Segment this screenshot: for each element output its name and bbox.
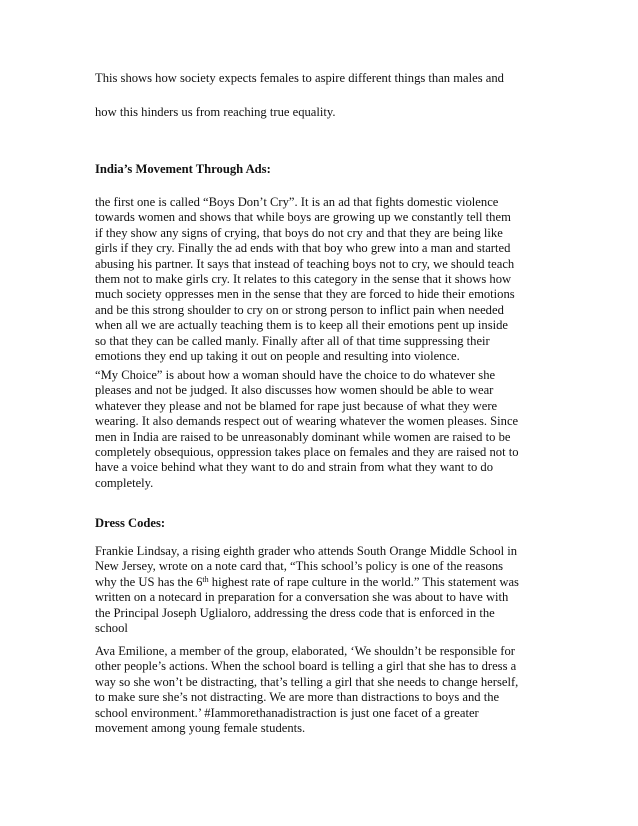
frankie-lindsay-paragraph: Frankie Lindsay, a rising eighth grader who attends South Orange Middle School in New Jersey, wrote on a note card that, “This school’s policy is one of the reasons why the US has the 6th highest rate of rape culture in the world.” This statement was written on a notecard in preparation for a conversation she was about to have with the Principal Joseph Uglialoro, addressing the dress code that is enforced in the school [95, 544, 555, 636]
line-with-superscript: why the US has the 6th highest rate of rape culture in the world.” This statement was [95, 574, 519, 589]
ava-emilione-paragraph: Ava Emilione, a member of the group, elaborated, ‘We shouldn’t be responsible for other people’s actions. When the school board is telling a girl that she has to dress a way so she won’t be distracting, that’s telling a girl that she needs to change herself, to make sure she’s not distracting. We are more than distractions to boys and the school environment.’ #Iammorethanadistraction is just one facet of a greater movement among young female students. [95, 644, 519, 736]
intro-line-1: This shows how society expects females to aspire different things than males and [95, 71, 504, 85]
dress-codes-heading: Dress Codes: [95, 516, 166, 530]
intro-line-2: how this hinders us from reaching true equality. [95, 105, 336, 119]
ordinal-superscript: th [202, 574, 209, 584]
boys-dont-cry-paragraph: the first one is called “Boys Don’t Cry”. It is an ad that fights domestic violence towards women and shows that while boys are growing up we constantly tell them if they show any signs of crying, that boys do not cry and that they are being like girls if they cry. Finally the ad ends with that boy who grew into a man and started abusing his partner. It says that instead of teaching boys not to cry, we should teach them not to make girls cry. It relates to this category in the sense that it shows how much society oppresses men in the sense that they are forced to hide their emotions and be this strong shoulder to cry on or strong person to inflict pain when needed when all we are actually teaching them is to keep all their emotions pent up inside so that they can be called manly. Finally after all of that time suppressing their emotions they end up taking it out on people and resulting into violence. [95, 195, 515, 364]
india-section-heading: India’s Movement Through Ads: [95, 162, 271, 176]
my-choice-paragraph: “My Choice” is about how a woman should have the choice to do whatever she pleases and not be judged. It also discusses how women should be able to wear whatever they please and not be blamed for rape just because of what they were wearing. It also demands respect out of wearing whatever the women pleases. Since men in India are raised to be unreasonably dominant while women are raised to be completely obsequious, oppression takes place on females and they are raised not to have a voice behind what they want to do and strain from what they want to do completely. [95, 368, 519, 490]
